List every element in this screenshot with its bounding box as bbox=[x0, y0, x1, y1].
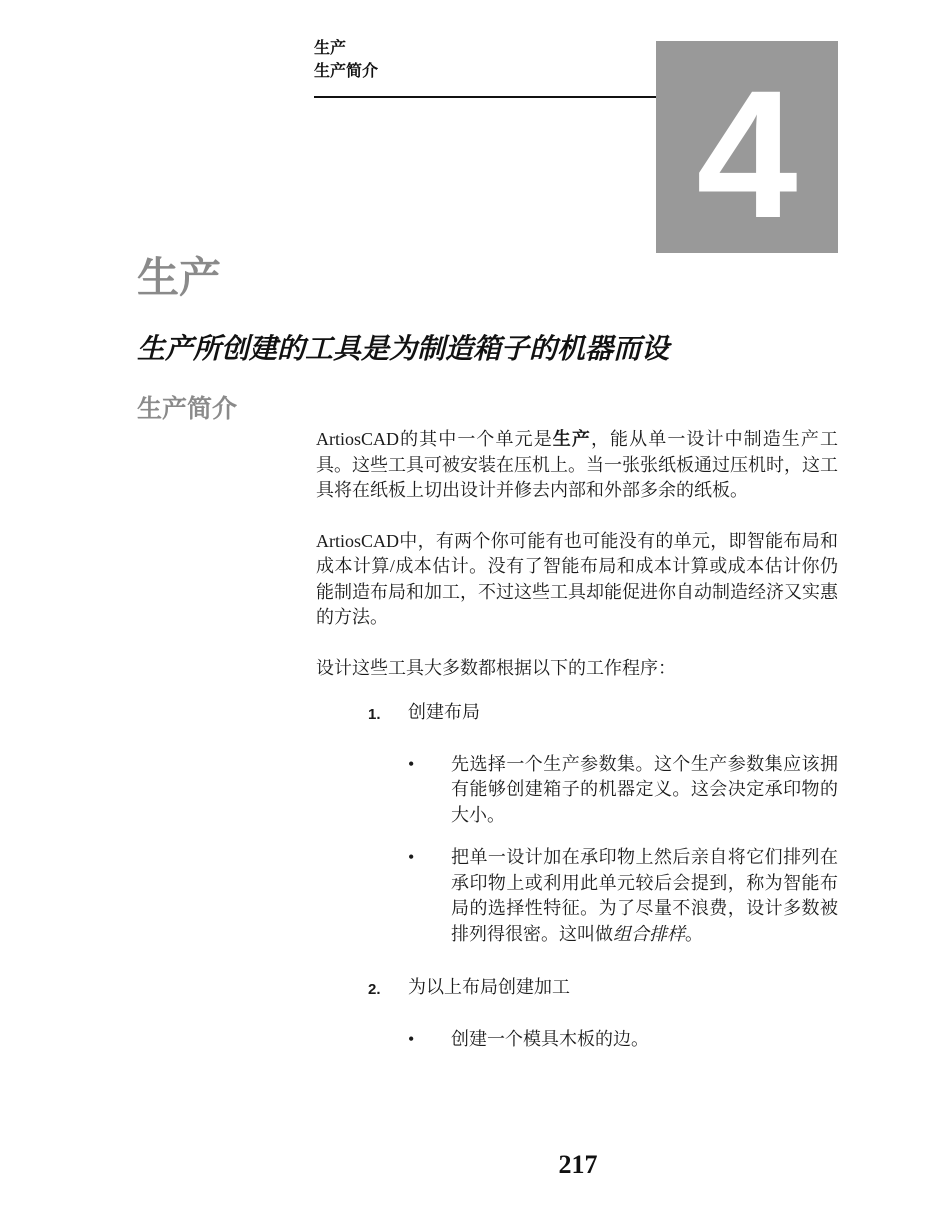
running-head-section: 生产简介 bbox=[314, 61, 379, 80]
workflow-steps bbox=[316, 700, 838, 1052]
paragraph-optional-modules: ArtiosCAD中，有两个你可能有也可能没有的单元，即智能布局和成本计算/成本估计。没有了智能布局和成本计算或成本估计你仍能制造布局和加工，不过这些工具却能促进你自动制造经济又实惠的方法。 bbox=[316, 530, 838, 627]
list-item bbox=[316, 975, 838, 1001]
paragraph-intro: ArtiosCAD的其中一个单元是生产，能从单一设计中制造生产工具。这些工具可被安装在压机上。当一张张纸板通过压机时，这工具将在纸板上切出设计并修去内部和外部多余的纸板。 bbox=[316, 429, 839, 500]
chapter-number-box bbox=[656, 41, 838, 256]
running-head-chapter: 生产 bbox=[314, 38, 347, 57]
step-bullets bbox=[316, 752, 838, 948]
bullet-item: • 创建一个模具木板的边。 bbox=[316, 1027, 838, 1053]
chapter-subtitle: 生产所创建的工具是为制造箱子的机器而设 bbox=[137, 332, 670, 365]
step-label: 为以上布局创建加工 bbox=[408, 977, 570, 997]
list-item bbox=[316, 1027, 838, 1053]
bold-term: 生产 bbox=[552, 429, 591, 449]
page-number: 217 bbox=[558, 1150, 598, 1179]
list-item bbox=[316, 752, 838, 948]
bullet-icon: • bbox=[408, 1028, 415, 1049]
step-number: 2. bbox=[368, 981, 381, 998]
paragraph-workflow-intro: 设计这些工具大多数都根据以下的工作程序： bbox=[316, 657, 676, 678]
running-head bbox=[314, 36, 378, 82]
step-label: 创建布局 bbox=[408, 702, 480, 722]
section-title: 生产简介 bbox=[137, 394, 238, 423]
italic-term: 组合排样 bbox=[613, 923, 685, 944]
list-item bbox=[316, 700, 838, 726]
bullet-item: • 把单一设计加在承印物上然后亲自将它们排列在承印物上或利用此单元较后会提到，称为智能布局的选择性特征。为了尽量不浪费，设计多数被排列得很密。这叫做组合排样。 bbox=[408, 847, 838, 944]
header-rule bbox=[314, 96, 658, 98]
bullet-item: • 先选择一个生产参数集。这个生产参数集应该拥有能够创建箱子的机器定义。这会决定承印物的大小。 bbox=[408, 753, 838, 825]
step-number: 1. bbox=[368, 706, 381, 723]
chapter-number: 4 bbox=[696, 52, 798, 256]
section-body bbox=[316, 427, 838, 1052]
bullet-icon: • bbox=[408, 753, 415, 774]
step-bullets bbox=[316, 1027, 838, 1053]
chapter-title: 生产 bbox=[137, 253, 222, 302]
bullet-icon: • bbox=[408, 847, 415, 867]
